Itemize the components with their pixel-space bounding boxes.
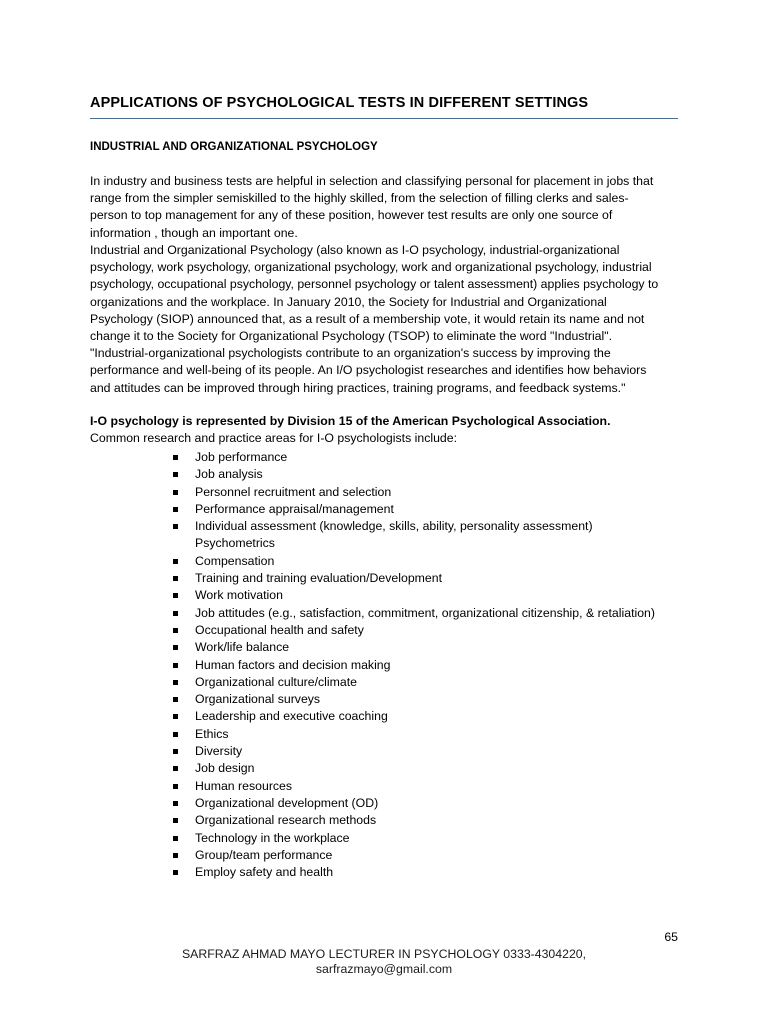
list-item: Organizational development (OD): [172, 795, 692, 812]
division-statement: I-O psychology is represented by Division 15 of the American Psychological Association.: [90, 414, 611, 428]
section-title: INDUSTRIAL AND ORGANIZATIONAL PSYCHOLOGY: [90, 141, 378, 153]
list-item: Job performance: [172, 449, 692, 466]
intro-paragraph: In industry and business tests are helpful in selection and classifying personal for placement in jobs that range from the simpler semiskilled to the highly skilled, from the selection of filling clerks and sales- person to top management for any of these position, however test results are only one source of information , though an important one.: [90, 174, 654, 240]
research-areas-list: [172, 449, 692, 881]
list-item: Personnel recruitment and selection: [172, 484, 692, 501]
list-item: Work/life balance: [172, 639, 692, 656]
list-item: Job design: [172, 760, 692, 777]
list-item: Job analysis: [172, 466, 692, 483]
page-number: 65: [664, 930, 678, 944]
definition-paragraph: Industrial and Organizational Psychology (also known as I-O psychology, industrial-organizational psychology, work psychology, organizational psychology, work and organizational psychology, industrial psychology, occupational psychology, personnel psychology or talent assessment) applies psychology to organizations and the workplace. In January 2010, the Society for Industrial and Organizational Psychology (SIOP) announced that, as a result of a membership vote, it would retain its name and not change it to the Society for Organizational Psychology (TSOP) to eliminate the word "Industrial". "Industrial-organizational psychologists contribute to an organization's success by improving the performance and well-being of its people. An I/O psychologist researches and identifies how behaviors and attitudes can be improved through hiring practices, training programs, and feedback systems.": [90, 243, 659, 395]
list-introduction: Common research and practice areas for I-O psychologists include:: [90, 431, 458, 445]
heading-underline: [90, 118, 678, 119]
list-item: Group/team performance: [172, 847, 692, 864]
list-item: Organizational culture/climate: [172, 674, 692, 691]
footer-email: sarfrazmayo@gmail.com: [315, 962, 453, 976]
list-item: Compensation: [172, 553, 692, 570]
page-footer: [84, 947, 684, 977]
list-item: Performance appraisal/management: [172, 501, 692, 518]
page-heading: APPLICATIONS OF PSYCHOLOGICAL TESTS IN DIFFERENT SETTINGS: [90, 95, 589, 111]
list-item: Employ safety and health: [172, 864, 692, 881]
list-item: Diversity: [172, 743, 692, 760]
list-item: Individual assessment (knowledge, skills, ability, personality assessment) Psychometrics: [172, 518, 692, 553]
list-item: Human resources: [172, 778, 692, 795]
footer-author-line: SARFRAZ AHMAD MAYO LECTURER IN PSYCHOLOGY 0333-4304220,: [181, 947, 587, 961]
list-item: Work motivation: [172, 587, 692, 604]
list-item: Job attitudes (e.g., satisfaction, commitment, organizational citizenship, & retaliation): [172, 605, 692, 622]
list-item: Technology in the workplace: [172, 830, 692, 847]
list-item: Occupational health and safety: [172, 622, 692, 639]
list-item: Ethics: [172, 726, 692, 743]
list-item: Leadership and executive coaching: [172, 708, 692, 725]
list-item: Human factors and decision making: [172, 657, 692, 674]
list-item: Organizational research methods: [172, 812, 692, 829]
list-item: Organizational surveys: [172, 691, 692, 708]
list-item: Training and training evaluation/Development: [172, 570, 692, 587]
